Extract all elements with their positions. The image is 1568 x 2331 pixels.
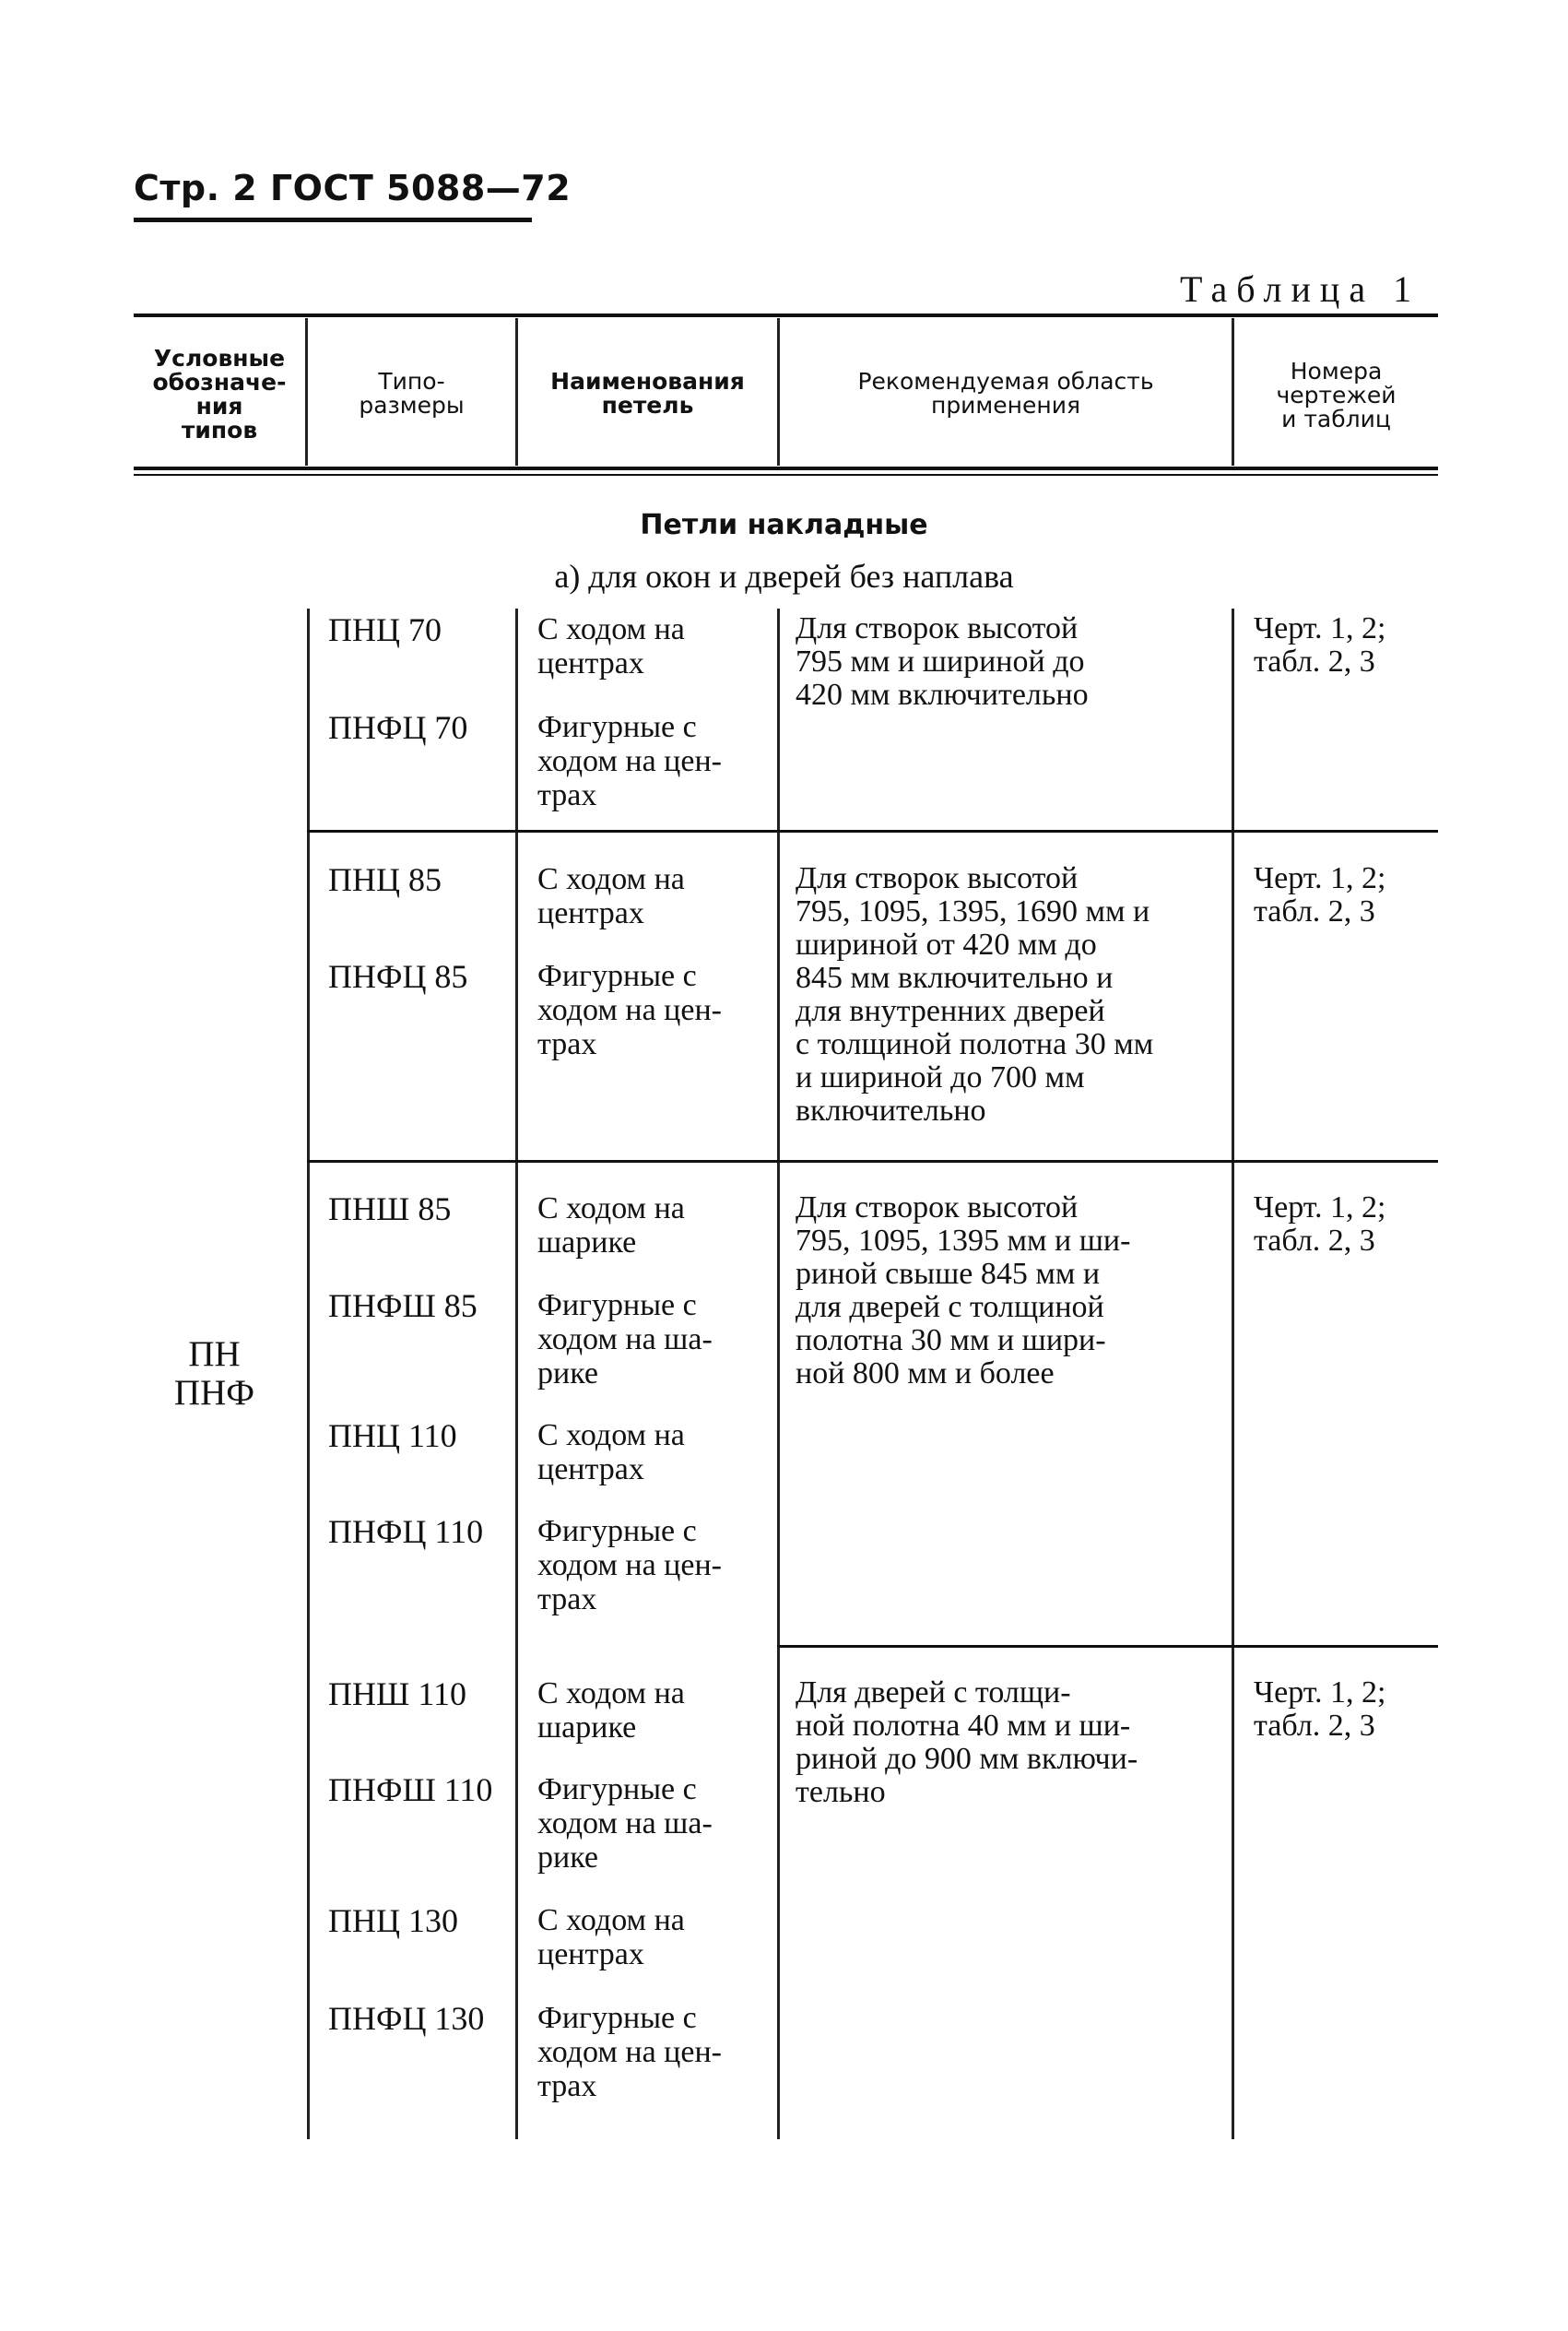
usage-text: Для дверей с толщи- ной полотна 40 мм и ши- риной до 900 мм включи- тельно xyxy=(796,1675,1138,1809)
header-rule xyxy=(134,218,532,222)
type-size-code: ПНЦ 130 xyxy=(328,1902,458,1939)
col-header-hinge-names: Наименования петель xyxy=(550,368,745,419)
section-title: Петли накладные xyxy=(640,509,928,541)
page-header: Стр. 2 ГОСТ 5088—72 xyxy=(134,168,572,208)
col-header-usage: Рекомендуемая область применения xyxy=(857,368,1154,419)
col-header-type-sizes: Типо- размеры xyxy=(359,368,465,419)
hinge-name: С ходом на центрах xyxy=(537,612,685,680)
hinge-name: Фигурные с ходом на цен- трах xyxy=(537,710,722,812)
type-size-code: ПНФШ 85 xyxy=(328,1287,477,1324)
hinge-name: Фигурные с ходом на ша- рике xyxy=(537,1772,713,1875)
table-label: Таблица 1 xyxy=(1180,268,1421,310)
body-col-divider-3 xyxy=(777,609,780,2139)
type-size-code: ПНФЦ 70 xyxy=(328,709,468,746)
hinge-name: Фигурные с ходом на цен- трах xyxy=(537,959,722,1061)
hinge-name: С ходом на центрах xyxy=(537,1418,685,1486)
type-size-code: ПНЦ 110 xyxy=(328,1417,457,1454)
usage-text: Для створок высотой 795 мм и шириной до 420 мм включительно xyxy=(796,611,1089,712)
table-top-rule xyxy=(134,314,1438,317)
type-size-code: ПНФШ 110 xyxy=(328,1771,493,1808)
row-separator xyxy=(307,830,1438,833)
body-col-divider-4 xyxy=(1232,609,1234,2139)
hinge-name: С ходом на шарике xyxy=(537,1676,685,1745)
hinge-name: Фигурные с ходом на ша- рике xyxy=(537,1288,713,1390)
type-size-code: ПНШ 85 xyxy=(328,1190,452,1227)
type-size-code: ПНФЦ 85 xyxy=(328,958,468,995)
drawing-refs: Черт. 1, 2; табл. 2, 3 xyxy=(1254,861,1386,929)
row-separator xyxy=(307,1160,1438,1163)
table-header-bottom-rule xyxy=(134,467,1438,470)
drawing-refs: Черт. 1, 2; табл. 2, 3 xyxy=(1254,611,1386,679)
table-header-bottom-rule-2 xyxy=(134,474,1438,476)
usage-text: Для створок высотой 795, 1095, 1395, 1690 мм и шириной от 420 мм до 845 мм включительно и для внутренних дверей с толщиной полотна 30 мм и шириной до 700 мм включительно xyxy=(796,861,1154,1128)
type-size-code: ПНШ 110 xyxy=(328,1675,466,1712)
drawing-refs: Черт. 1, 2; табл. 2, 3 xyxy=(1254,1675,1386,1743)
subsection-title: а) для окон и дверей без наплава xyxy=(554,558,1014,595)
body-col-divider-2 xyxy=(515,609,518,2139)
type-symbol: ПН ПНФ xyxy=(173,1334,255,1413)
col-header-refs: Номера чертежей и таблиц xyxy=(1276,358,1397,432)
type-size-code: ПНФЦ 130 xyxy=(328,2000,485,2037)
hinge-name: С ходом на центрах xyxy=(537,1903,685,1971)
row-separator xyxy=(777,1645,1438,1648)
hinge-name: С ходом на центрах xyxy=(537,862,685,930)
hinge-name: Фигурные с ходом на цен- трах xyxy=(537,1514,722,1616)
body-col-divider-1 xyxy=(307,609,310,2139)
type-size-code: ПНЦ 85 xyxy=(328,861,442,898)
col-header-type-symbols: Условные обозначе- ния типов xyxy=(152,345,287,444)
type-size-code: ПНЦ 70 xyxy=(328,611,442,648)
type-size-code: ПНФЦ 110 xyxy=(328,1513,484,1550)
drawing-refs: Черт. 1, 2; табл. 2, 3 xyxy=(1254,1190,1386,1258)
usage-text: Для створок высотой 795, 1095, 1395 мм и ши- риной свыше 845 мм и для дверей с толщиной полотна 30 мм и шири- ной 800 мм и более xyxy=(796,1190,1131,1390)
hinge-name: С ходом на шарике xyxy=(537,1191,685,1260)
hinge-name: Фигурные с ходом на цен- трах xyxy=(537,2001,722,2103)
